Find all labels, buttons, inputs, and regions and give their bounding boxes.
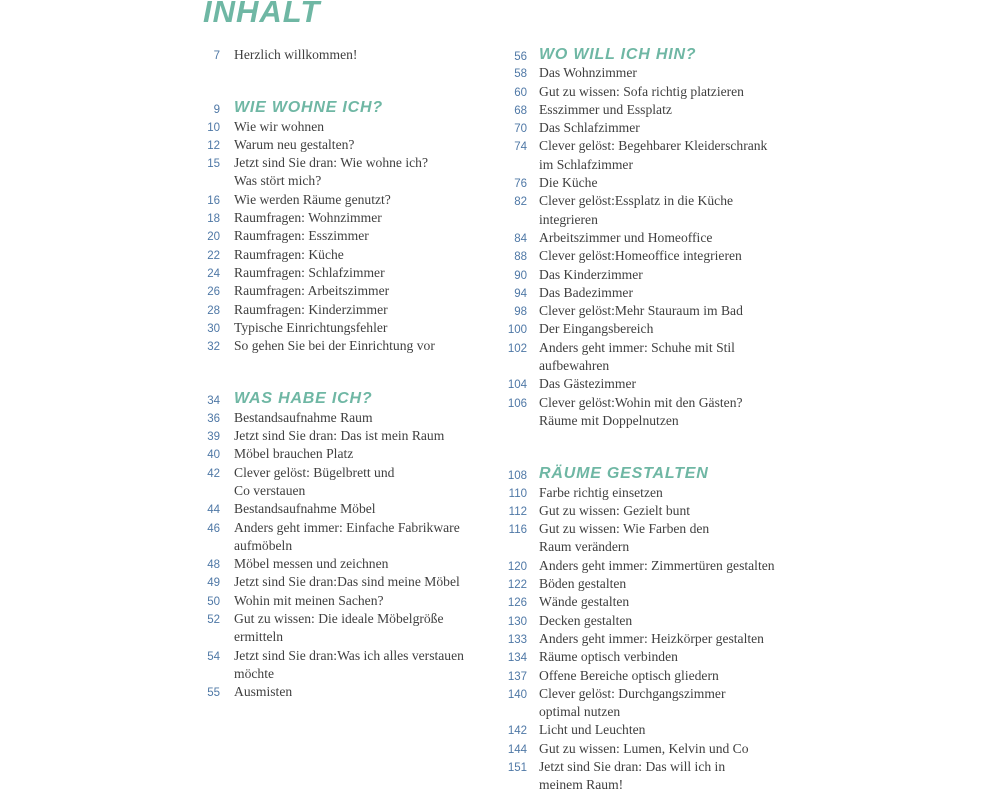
toc-entry[interactable] bbox=[500, 502, 800, 520]
toc-page-number: 120 bbox=[507, 560, 527, 573]
toc-entry[interactable] bbox=[500, 612, 800, 630]
toc-text-line: Licht und Leuchten bbox=[539, 722, 646, 738]
toc-page-number: 40 bbox=[207, 449, 220, 462]
toc-entry-text bbox=[539, 758, 725, 795]
toc-entry[interactable] bbox=[195, 573, 495, 591]
toc-page-number: 82 bbox=[514, 196, 527, 209]
toc-entry[interactable] bbox=[500, 64, 800, 82]
toc-entry[interactable] bbox=[500, 740, 800, 758]
toc-page-number: 144 bbox=[507, 743, 527, 756]
toc-text-line: Möbel brauchen Platz bbox=[234, 446, 354, 462]
toc-entry-text bbox=[234, 118, 324, 136]
toc-entry[interactable] bbox=[500, 648, 800, 666]
toc-entry[interactable] bbox=[500, 375, 800, 393]
toc-text-line: Warum neu gestalten? bbox=[234, 136, 355, 152]
toc-text-line: Anders geht immer: Zimmertüren gestalten bbox=[539, 557, 775, 573]
toc-entry-text bbox=[234, 301, 388, 319]
toc-text-line: Wohin mit meinen Sachen? bbox=[234, 592, 384, 608]
toc-page-number: 24 bbox=[207, 267, 220, 280]
toc-text-line: Bestandsaufnahme Raum bbox=[234, 409, 373, 425]
toc-text-line: ermitteln bbox=[234, 629, 284, 645]
toc-entry[interactable] bbox=[500, 667, 800, 685]
toc-text-line: Herzlich willkommen! bbox=[234, 47, 358, 62]
toc-heading-text bbox=[539, 46, 696, 64]
toc-text-line: aufmöbeln bbox=[234, 537, 293, 553]
toc-page-number: 48 bbox=[207, 559, 220, 572]
toc-entry-text bbox=[234, 592, 384, 610]
toc-text-line: So gehen Sie bei der Einrichtung vor bbox=[234, 338, 435, 354]
toc-entry-text bbox=[539, 137, 767, 174]
toc-entry-text bbox=[539, 192, 733, 229]
toc-entry[interactable] bbox=[500, 575, 800, 593]
toc-entry[interactable] bbox=[500, 284, 800, 302]
toc-page-number: 44 bbox=[207, 504, 220, 517]
toc-entry[interactable] bbox=[195, 264, 495, 282]
toc-page-number: 130 bbox=[507, 615, 527, 628]
toc-page-number: 15 bbox=[207, 158, 220, 171]
toc-entry-text bbox=[234, 427, 444, 445]
toc-text-line: optimal nutzen bbox=[539, 704, 621, 720]
toc-text-line: Esszimmer und Essplatz bbox=[539, 101, 672, 117]
toc-entry[interactable] bbox=[500, 192, 800, 229]
toc-entry-text bbox=[234, 610, 444, 647]
toc-text-line: aufbewahren bbox=[539, 358, 610, 374]
toc-text-line: Anders geht immer: Einfache Fabrikware bbox=[234, 519, 460, 535]
toc-text-line: Gut zu wissen: Sofa richtig platzieren bbox=[539, 83, 744, 99]
toc-page-number: 34 bbox=[207, 395, 220, 408]
toc-entry[interactable] bbox=[195, 246, 495, 264]
toc-entry[interactable] bbox=[195, 46, 495, 64]
toc-entry-text bbox=[234, 337, 435, 355]
toc-entry[interactable] bbox=[500, 119, 800, 137]
toc-text-line: meinem Raum! bbox=[539, 777, 624, 793]
toc-entry-text bbox=[234, 519, 460, 556]
toc-text-line: Clever gelöst: Durchgangszimmer bbox=[539, 685, 726, 701]
toc-entry[interactable] bbox=[500, 302, 800, 320]
toc-section-heading[interactable] bbox=[500, 46, 800, 64]
toc-entry-text bbox=[234, 319, 387, 337]
toc-entry-text bbox=[234, 573, 460, 591]
toc-entry[interactable] bbox=[500, 229, 800, 247]
toc-text-line: Gut zu wissen: Lumen, Kelvin und Co bbox=[539, 740, 749, 756]
toc-entry-text bbox=[539, 685, 725, 722]
toc-page-number: 54 bbox=[207, 650, 220, 663]
toc-text-line: Gut zu wissen: Gezielt bunt bbox=[539, 502, 691, 518]
toc-text-line: Jetzt sind Sie dran:Was ich alles verstauen bbox=[234, 647, 464, 663]
toc-page-number: 39 bbox=[207, 431, 220, 444]
toc-entry-text bbox=[539, 229, 712, 247]
toc-text-line: Bestandsaufnahme Möbel bbox=[234, 501, 376, 517]
toc-entry[interactable] bbox=[500, 247, 800, 265]
toc-entry[interactable] bbox=[195, 282, 495, 300]
section-spacer bbox=[195, 355, 495, 390]
toc-entry[interactable] bbox=[500, 593, 800, 611]
toc-section-heading[interactable] bbox=[195, 99, 495, 117]
toc-text-line: Co verstauen bbox=[234, 482, 306, 498]
toc-page-number: 22 bbox=[207, 249, 220, 262]
toc-entry-text bbox=[539, 520, 709, 557]
toc-text-line: Decken gestalten bbox=[539, 612, 633, 628]
toc-entry-text bbox=[539, 721, 645, 739]
section-spacer bbox=[195, 64, 495, 99]
toc-page-number: 30 bbox=[207, 322, 220, 335]
toc-entry-text bbox=[539, 484, 663, 502]
toc-entry[interactable] bbox=[195, 154, 495, 191]
toc-page-number: 52 bbox=[207, 614, 220, 627]
toc-page-number: 46 bbox=[207, 522, 220, 535]
toc-text-line: Wie wir wohnen bbox=[234, 118, 325, 134]
toc-page-number: 108 bbox=[507, 470, 527, 483]
toc-text-line: Clever gelöst:Wohin mit den Gästen? bbox=[539, 394, 743, 410]
toc-entry[interactable] bbox=[195, 118, 495, 136]
toc-text-line: Clever gelöst:Homeoffice integrieren bbox=[539, 248, 742, 264]
toc-text-line: Raumfragen: Schlafzimmer bbox=[234, 264, 385, 280]
toc-page-number: 60 bbox=[514, 86, 527, 99]
toc-text-line: Anders geht immer: Heizkörper gestalten bbox=[539, 630, 764, 646]
toc-entry-text bbox=[234, 683, 292, 701]
toc-text-line: Der Eingangsbereich bbox=[539, 321, 654, 337]
toc-page-number: 122 bbox=[507, 579, 527, 592]
toc-page-number: 140 bbox=[507, 688, 527, 701]
toc-entry-text bbox=[539, 394, 743, 431]
toc-entry-text bbox=[539, 375, 636, 393]
toc-heading-text bbox=[234, 390, 372, 408]
toc-page-number: 100 bbox=[507, 324, 527, 337]
toc-section-heading[interactable] bbox=[195, 390, 495, 408]
toc-entry[interactable] bbox=[195, 301, 495, 319]
toc-text-line: WAS HABE ICH? bbox=[234, 390, 373, 408]
toc-text-line: möchte bbox=[234, 665, 275, 681]
toc-entry[interactable] bbox=[500, 101, 800, 119]
toc-text-line: Jetzt sind Sie dran: Das will ich in bbox=[539, 758, 726, 774]
toc-entry[interactable] bbox=[195, 427, 495, 445]
toc-entry[interactable] bbox=[195, 592, 495, 610]
toc-page-number: 18 bbox=[207, 213, 220, 226]
toc-page-number: 49 bbox=[207, 577, 220, 590]
toc-page-number: 110 bbox=[508, 487, 527, 500]
toc-entry[interactable] bbox=[195, 227, 495, 245]
toc-text-line: Clever gelöst:Mehr Stauraum im Bad bbox=[539, 303, 743, 319]
toc-entry-text bbox=[234, 227, 369, 245]
toc-entry[interactable] bbox=[500, 758, 800, 795]
toc-entry[interactable] bbox=[195, 683, 495, 701]
toc-entry-text bbox=[539, 630, 764, 648]
toc-page-number: 16 bbox=[207, 194, 220, 207]
toc-page-number: 10 bbox=[207, 121, 220, 134]
toc-text-line: Clever gelöst:Essplatz in die Küche bbox=[539, 193, 734, 209]
toc-entry[interactable] bbox=[195, 445, 495, 463]
toc-text-line: Farbe richtig einsetzen bbox=[539, 484, 663, 500]
toc-entry[interactable] bbox=[500, 721, 800, 739]
toc-text-line: Wie werden Räume genutzt? bbox=[234, 191, 391, 207]
toc-page-number: 7 bbox=[213, 50, 220, 62]
toc-entry[interactable] bbox=[500, 339, 800, 376]
toc-entry-text bbox=[234, 191, 391, 209]
toc-heading-text bbox=[234, 99, 383, 117]
toc-page-number: 32 bbox=[207, 341, 220, 354]
toc-entry-text bbox=[234, 136, 354, 154]
toc-text-line: Raumfragen: Arbeitszimmer bbox=[234, 283, 390, 299]
toc-text-line: Das Gästezimmer bbox=[539, 376, 637, 392]
toc-page-number: 74 bbox=[514, 141, 527, 154]
toc-entry[interactable] bbox=[195, 647, 495, 684]
toc-page-number: 134 bbox=[507, 652, 527, 665]
toc-entry[interactable] bbox=[195, 519, 495, 556]
toc-entry[interactable] bbox=[500, 557, 800, 575]
toc-text-line: Das Badezimmer bbox=[539, 284, 633, 300]
toc-section-heading[interactable] bbox=[500, 465, 800, 483]
toc-entry[interactable] bbox=[500, 174, 800, 192]
toc-page-number: 142 bbox=[507, 725, 527, 738]
toc-entry-text bbox=[539, 119, 640, 137]
toc-text-line: Raumfragen: Wohnzimmer bbox=[234, 210, 382, 226]
toc-text-line: Räume mit Doppelnutzen bbox=[539, 412, 679, 428]
toc-entry[interactable] bbox=[500, 266, 800, 284]
toc-page-number: 76 bbox=[514, 178, 527, 191]
toc-text-line: Arbeitszimmer und Homeoffice bbox=[539, 229, 713, 245]
toc-text-line: Anders geht immer: Schuhe mit Stil bbox=[539, 339, 735, 355]
toc-text-line: Das Wohnzimmer bbox=[539, 65, 637, 81]
toc-page-number: 9 bbox=[213, 104, 220, 117]
toc-entry-text bbox=[234, 500, 376, 518]
toc-entry[interactable] bbox=[500, 83, 800, 101]
toc-entry-text bbox=[539, 740, 749, 758]
toc-entry-text bbox=[234, 209, 382, 227]
toc-entry[interactable] bbox=[195, 500, 495, 518]
toc-page-number: 112 bbox=[508, 505, 527, 518]
toc-entry-text bbox=[539, 593, 629, 611]
toc-text-line: Raum verändern bbox=[539, 539, 630, 555]
toc-entry-text bbox=[234, 445, 353, 463]
toc-entry-text bbox=[539, 575, 626, 593]
toc-entry-text bbox=[539, 502, 690, 520]
toc-text-line: Was stört mich? bbox=[234, 173, 322, 189]
toc-page-number: 126 bbox=[507, 597, 527, 610]
toc-page-number: 42 bbox=[207, 467, 220, 480]
toc-entry[interactable] bbox=[195, 464, 495, 501]
toc-page-number: 58 bbox=[514, 68, 527, 81]
toc-text-line: WO WILL ICH HIN? bbox=[539, 46, 697, 63]
toc-entry-text bbox=[539, 557, 775, 575]
toc-page-number: 55 bbox=[207, 687, 220, 700]
toc-entry[interactable] bbox=[500, 394, 800, 431]
toc-entry-text bbox=[539, 64, 637, 82]
toc-page-number: 26 bbox=[207, 286, 220, 299]
toc-entry-text bbox=[539, 174, 598, 192]
toc-page-number: 116 bbox=[508, 524, 527, 537]
toc-page-number: 102 bbox=[507, 342, 527, 355]
toc-text-line: Das Schlafzimmer bbox=[539, 120, 640, 136]
toc-page-number: 151 bbox=[507, 761, 527, 774]
toc-page-number: 104 bbox=[507, 379, 527, 392]
toc-heading-text bbox=[539, 465, 709, 483]
toc-text-line: Gut zu wissen: Wie Farben den bbox=[539, 521, 710, 537]
toc-page-number: 88 bbox=[514, 251, 527, 264]
toc-entry-text bbox=[539, 320, 653, 338]
toc-page-number: 90 bbox=[514, 269, 527, 282]
toc-entry[interactable] bbox=[500, 137, 800, 174]
toc-page-number: 36 bbox=[207, 412, 220, 425]
toc-entry[interactable] bbox=[195, 409, 495, 427]
toc-right-column bbox=[500, 46, 800, 795]
toc-text-line: Böden gestalten bbox=[539, 576, 627, 592]
toc-entry[interactable] bbox=[500, 685, 800, 722]
toc-text-line: RÄUME GESTALTEN bbox=[539, 465, 709, 483]
toc-text-line: Jetzt sind Sie dran: Das ist mein Raum bbox=[234, 428, 445, 444]
toc-entry[interactable] bbox=[500, 520, 800, 557]
toc-page-number: 50 bbox=[207, 595, 220, 608]
toc-page-number: 98 bbox=[514, 306, 527, 319]
toc-text-line: Räume optisch verbinden bbox=[539, 649, 678, 665]
toc-entry[interactable] bbox=[195, 136, 495, 154]
toc-entry-text bbox=[539, 667, 719, 685]
toc-page-number: 70 bbox=[514, 123, 527, 136]
toc-entry-text bbox=[234, 464, 394, 501]
toc-left-column bbox=[195, 46, 495, 702]
toc-text-line: WIE WOHNE ICH? bbox=[234, 99, 383, 117]
toc-entry[interactable] bbox=[500, 484, 800, 502]
toc-page-number: 137 bbox=[507, 670, 527, 683]
toc-entry[interactable] bbox=[195, 555, 495, 573]
toc-page-number: 28 bbox=[207, 304, 220, 317]
toc-entry-text bbox=[539, 612, 632, 630]
toc-entry-text bbox=[539, 101, 672, 119]
toc-entry-text bbox=[539, 284, 633, 302]
toc-text-line: Raumfragen: Küche bbox=[234, 246, 344, 262]
toc-entry-text bbox=[234, 555, 388, 573]
toc-text-line: Offene Bereiche optisch gliedern bbox=[539, 667, 719, 683]
toc-entry-text bbox=[234, 264, 385, 282]
toc-page-number: 56 bbox=[514, 51, 527, 63]
toc-page-number: 12 bbox=[207, 139, 220, 152]
toc-entry[interactable] bbox=[195, 191, 495, 209]
toc-page-number: 68 bbox=[514, 104, 527, 117]
toc-text-line: Wände gestalten bbox=[539, 594, 630, 610]
toc-entry-text bbox=[234, 246, 344, 264]
page-title: INHALT bbox=[203, 0, 321, 29]
toc-text-line: Clever gelöst: Begehbarer Kleiderschrank bbox=[539, 138, 768, 154]
toc-text-line: Raumfragen: Esszimmer bbox=[234, 228, 369, 244]
toc-entry-text bbox=[539, 648, 678, 666]
toc-entry-text bbox=[539, 266, 643, 284]
toc-entry[interactable] bbox=[195, 319, 495, 337]
toc-entry[interactable] bbox=[195, 209, 495, 227]
toc-entry-text bbox=[234, 46, 357, 64]
toc-text-line: Gut zu wissen: Die ideale Möbelgröße bbox=[234, 611, 444, 627]
toc-page-number: 133 bbox=[507, 633, 527, 646]
toc-text-line: Jetzt sind Sie dran:Das sind meine Möbel bbox=[234, 574, 460, 590]
toc-text-line: Typische Einrichtungsfehler bbox=[234, 319, 388, 335]
toc-text-line: im Schlafzimmer bbox=[539, 156, 633, 172]
section-spacer bbox=[500, 430, 800, 465]
toc-text-line: Clever gelöst: Bügelbrett und bbox=[234, 464, 395, 480]
toc-entry-text bbox=[234, 154, 428, 191]
toc-entry[interactable] bbox=[500, 630, 800, 648]
toc-page-number: 84 bbox=[514, 232, 527, 245]
toc-entry[interactable] bbox=[500, 320, 800, 338]
toc-entry-text bbox=[539, 339, 735, 376]
toc-entry[interactable] bbox=[195, 610, 495, 647]
toc-text-line: Möbel messen und zeichnen bbox=[234, 556, 389, 572]
toc-text-line: integrieren bbox=[539, 211, 598, 227]
toc-entry-text bbox=[234, 409, 373, 427]
toc-text-line: Ausmisten bbox=[234, 684, 293, 700]
toc-entry[interactable] bbox=[195, 337, 495, 355]
toc-text-line: Die Küche bbox=[539, 175, 598, 191]
toc-entry-text bbox=[539, 83, 744, 101]
toc-page-number: 94 bbox=[514, 287, 527, 300]
toc-entry-text bbox=[539, 302, 743, 320]
toc-text-line: Das Kinderzimmer bbox=[539, 266, 643, 282]
toc-entry-text bbox=[234, 647, 464, 684]
toc-entry-text bbox=[539, 247, 742, 265]
toc-text-line: Raumfragen: Kinderzimmer bbox=[234, 301, 388, 317]
toc-entry-text bbox=[234, 282, 389, 300]
toc-text-line: Jetzt sind Sie dran: Wie wohne ich? bbox=[234, 155, 428, 171]
toc-page-number: 106 bbox=[507, 397, 527, 410]
toc-page-number: 20 bbox=[207, 231, 220, 244]
